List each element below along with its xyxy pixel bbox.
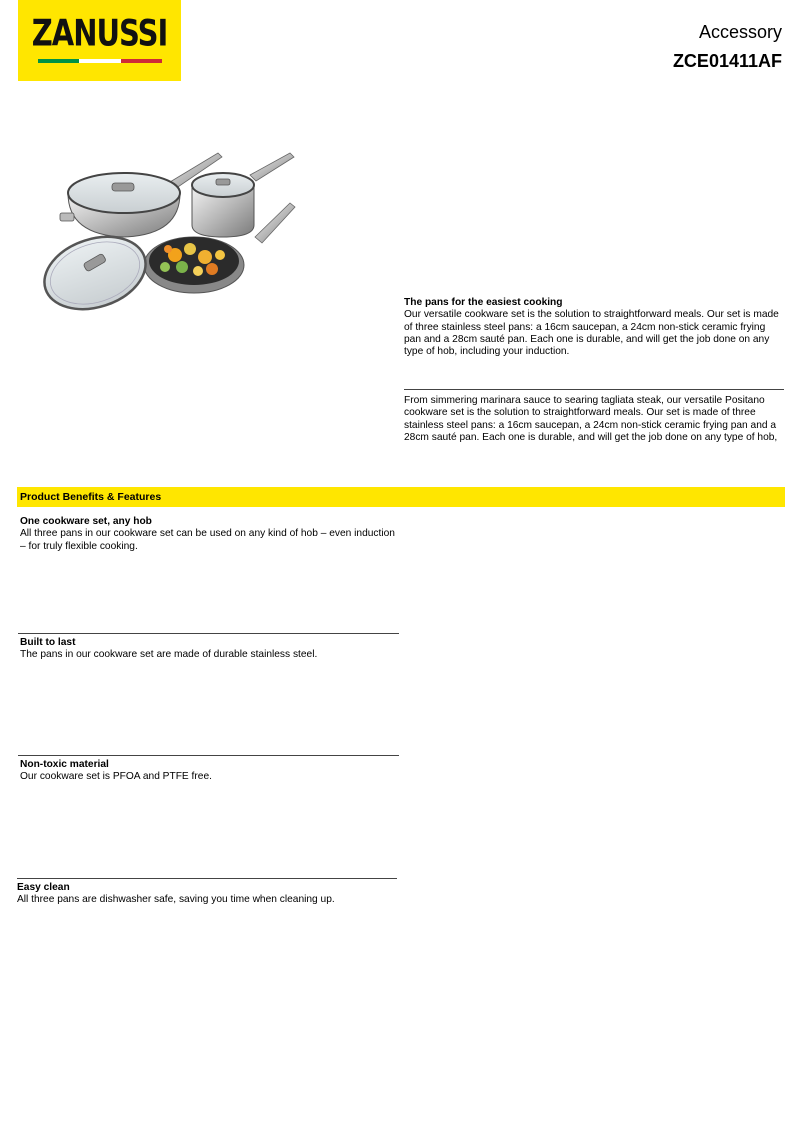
italian-flag-stripe [38,59,162,63]
glass-lid [40,225,155,315]
feature-title: Easy clean [17,882,70,893]
divider [404,389,784,390]
brand-logo [18,0,181,81]
feature-divider [18,755,399,756]
product-category: Accessory [698,22,782,42]
feature-text: All three pans are dishwasher safe, saving you time when cleaning up. [17,894,335,906]
feature-title: One cookware set, any hob [20,516,152,527]
feature-item [20,637,400,662]
benefits-section-title: Product Benefits & Features [17,487,785,507]
feature-divider [18,633,399,634]
intro-block [404,297,782,358]
intro-heading: The pans for the easiest cooking [404,297,563,308]
feature-divider [17,878,397,879]
feature-item [20,516,400,553]
feature-text: All three pans in our cookware set can be used on any kind of hob – even induction – for truly flexible cooking. [20,528,395,552]
intro-body: Our versatile cookware set is the solution to straightforward meals. Our set is made of three stainless steel pans: a 16cm saucepan, a 24cm non-stick ceramic frying pan and a 28cm sauté pan. Each one is durable, and will get the job done on any type of hob, including your induction. [404,309,779,358]
feature-title: Non-toxic material [20,759,109,770]
product-model: ZCE01411AF [672,51,782,71]
product-description: From simmering marinara sauce to searing tagliata steak, our versatile Positano cookware set is the solution to straightforward meals. Our set is made of three stainless steel pans: a 16cm saucepan, a 24cm non-stick ceramic frying pan and a 28cm sauté pan. Each one is durable, and will get the job done on any type of hob, [404,395,778,443]
feature-text: The pans in our cookware set are made of durable stainless steel. [20,649,318,661]
feature-item [17,882,397,907]
feature-text: Our cookware set is PFOA and PTFE free. [20,771,212,783]
cookware-set-image [40,145,298,315]
feature-title: Built to last [20,637,76,648]
brand-logo-text: ZANUSSI [31,11,168,55]
feature-item [20,759,400,784]
